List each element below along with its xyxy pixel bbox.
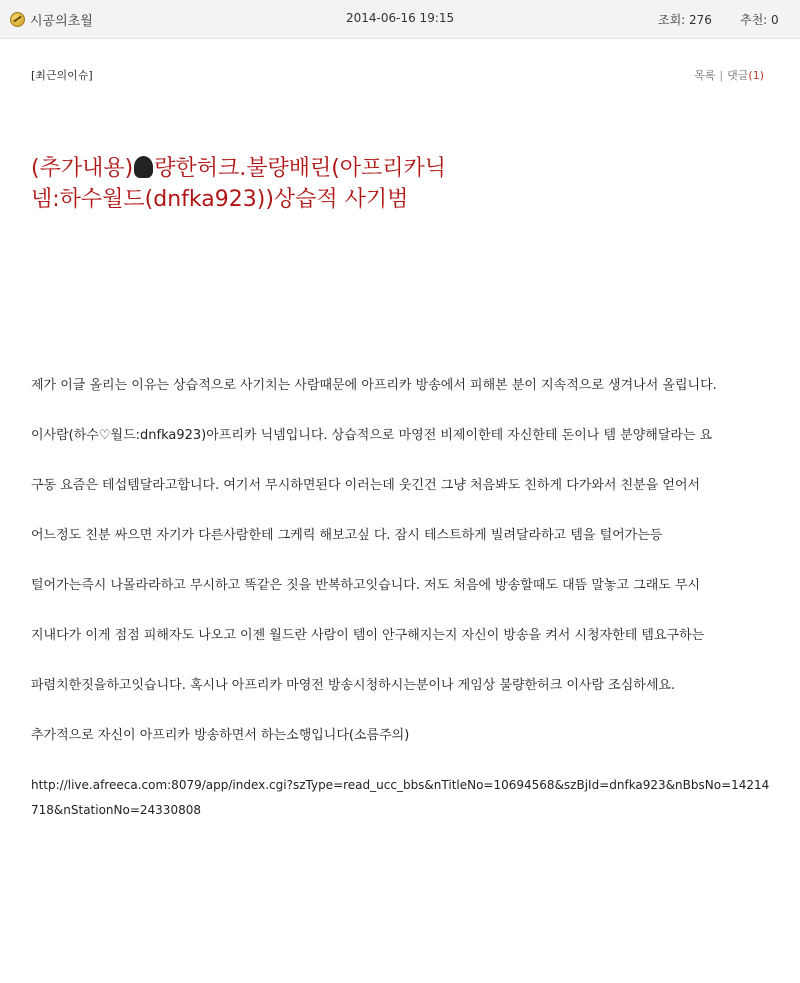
comments-label: 댓글 — [727, 69, 749, 82]
comments-link[interactable] — [727, 69, 764, 82]
post-header-bar — [0, 0, 800, 39]
body-paragraph: 제가 이글 올리는 이유는 상습적으로 사기치는 사람때문에 아프리카 방송에서 피해본 분이 지속적으로 생겨나서 올립니다. — [31, 378, 717, 393]
post-category: [최근의이슈] — [31, 69, 93, 82]
post-datetime: 2014-06-16 19:15 — [346, 11, 455, 25]
title-rest: 량한허크.불량배린(아프리카닉넴:하수월드(dnfka923))상습적 사기범 — [31, 156, 447, 212]
list-link[interactable]: 목록 — [694, 69, 716, 82]
post-title — [31, 153, 471, 215]
level-badge-icon — [10, 12, 25, 27]
body-paragraph: 구동 요즘은 테섭템달라고합니다. 여기서 무시하면된다 이러는데 웃긴건 그냥 처음봐도 친하게 다가와서 친분을 얻어서 — [31, 478, 701, 493]
video-url-text[interactable]: http://live.afreeca.com:8079/app/index.cgi?szType=read_ucc_bbs&nTitleNo=10694568&szBjId=dnfka923&nBbsNo=14214718&nStationNo=24330808 — [31, 778, 770, 817]
redacted-mark — [134, 156, 153, 178]
title-prefix: (추가내용) — [31, 156, 134, 181]
recommend-count: 추천: 0 — [740, 13, 779, 27]
link-separator: | — [719, 69, 724, 82]
body-paragraph: 이사람(하수♡월드:dnfka923)아프리카 닉넴입니다. 상습적으로 마영전 비제이한테 자신한테 돈이나 템 분양해달라는 요 — [31, 428, 713, 443]
comments-count: (1) — [748, 69, 764, 82]
body-paragraph: 추가적으로 자신이 아프리카 방송하면서 하는소행입니다(소름주의) — [31, 728, 410, 743]
body-paragraph: 털어가는즉시 나몰라라하고 무시하고 똑같은 짓을 반복하고잇습니다. 저도 처음에 방송할때도 대뜸 말놓고 그래도 무시 — [31, 578, 701, 593]
post-body — [31, 373, 771, 823]
post-meta-links — [694, 67, 764, 83]
body-paragraph: 어느정도 친분 싸으면 자기가 다른사람한테 그케릭 해보고싶 다. 잠시 테스트하게 빌려달라하고 템을 털어가는등 — [31, 528, 663, 543]
author[interactable] — [10, 10, 93, 29]
author-name[interactable]: 시공의초월 — [30, 14, 93, 29]
body-paragraph: 지내다가 이게 점점 피해자도 나오고 이젠 월드란 사람이 템이 안구해지는지 자신이 방송을 켜서 시청자한테 템요구하는 — [31, 628, 705, 643]
body-paragraph: 파렴치한짓을하고잇습니다. 혹시나 아프리카 마영전 방송시청하시는분이나 게임상 불량한허크 이사람 조심하세요. — [31, 678, 676, 693]
view-count: 조회: 276 — [658, 13, 712, 27]
